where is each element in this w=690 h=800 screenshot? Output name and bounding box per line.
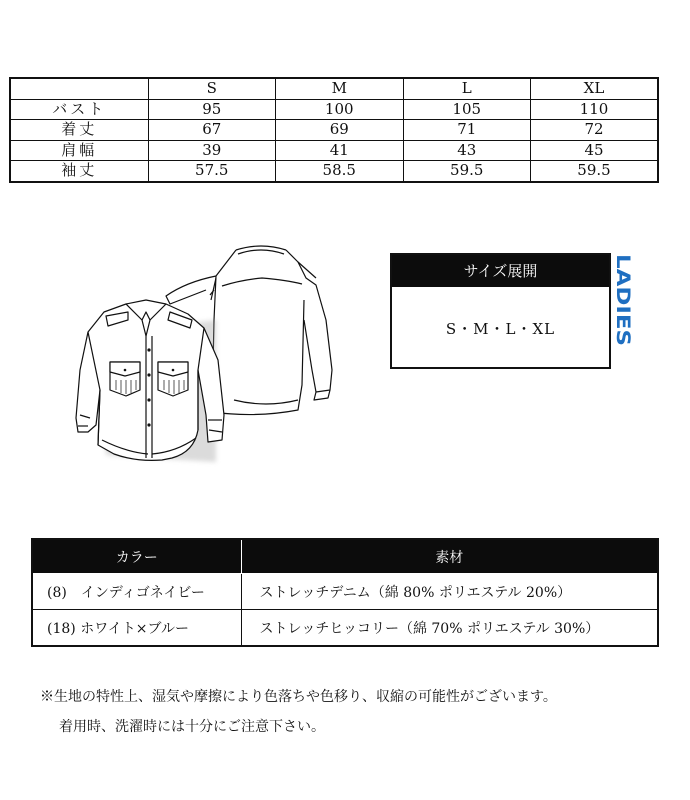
table-row bbox=[10, 99, 658, 120]
size-table bbox=[9, 77, 659, 183]
size-range-title: サイズ展開 bbox=[392, 255, 609, 287]
table-cell: 39 bbox=[148, 140, 276, 161]
table-cell: 105 bbox=[403, 99, 531, 120]
table-cell: 45 bbox=[531, 140, 659, 161]
material-cell: ストレッチヒッコリー（綿 70% ポリエステル 30%） bbox=[241, 610, 658, 647]
table-cell: 110 bbox=[531, 99, 659, 120]
table-cell: 58.5 bbox=[276, 161, 404, 182]
table-cell: 57.5 bbox=[148, 161, 276, 182]
size-range-value: S・M・L・XL bbox=[445, 320, 556, 338]
table-row bbox=[32, 574, 658, 610]
material-header-row bbox=[32, 539, 658, 574]
table-cell: 67 bbox=[148, 120, 276, 141]
table-cell: 59.5 bbox=[531, 161, 659, 182]
notes bbox=[40, 682, 680, 742]
size-header-blank bbox=[10, 78, 148, 99]
material-header: 素材 bbox=[241, 539, 658, 574]
table-cell: 72 bbox=[531, 120, 659, 141]
table-cell: 100 bbox=[276, 99, 404, 120]
table-cell: 69 bbox=[276, 120, 404, 141]
table-cell: 59.5 bbox=[403, 161, 531, 182]
size-header-cell: M bbox=[276, 78, 404, 99]
row-label: 着丈 bbox=[10, 120, 148, 141]
note-line: ※生地の特性上、湿気や摩擦により色落ちや色移り、収縮の可能性がございます。 bbox=[40, 689, 557, 705]
size-header-cell: S bbox=[148, 78, 276, 99]
size-header-row bbox=[10, 78, 658, 99]
ladies-text: LADIES bbox=[612, 254, 634, 331]
table-row bbox=[10, 140, 658, 161]
table-cell: 43 bbox=[403, 140, 531, 161]
table-row bbox=[32, 610, 658, 647]
ladies-label bbox=[612, 253, 636, 347]
material-table bbox=[31, 538, 659, 647]
color-cell: (8) インディゴネイビー bbox=[32, 574, 241, 610]
material-cell: ストレッチデニム（綿 80% ポリエステル 20%） bbox=[241, 574, 658, 610]
size-range-box bbox=[390, 253, 611, 369]
row-label: 肩幅 bbox=[10, 140, 148, 161]
table-cell: 71 bbox=[403, 120, 531, 141]
size-header-cell: L bbox=[403, 78, 531, 99]
size-header-cell: XL bbox=[531, 78, 659, 99]
table-cell: 41 bbox=[276, 140, 404, 161]
row-label: 袖丈 bbox=[10, 161, 148, 182]
table-cell: 95 bbox=[148, 99, 276, 120]
row-label: バスト bbox=[10, 99, 148, 120]
note-line: 着用時、洗濯時には十分にご注意下さい。 bbox=[59, 719, 325, 735]
color-cell: (18) ホワイト×ブルー bbox=[32, 610, 241, 647]
table-row bbox=[10, 120, 658, 141]
color-header: カラー bbox=[32, 539, 241, 574]
table-row bbox=[10, 161, 658, 182]
shirt-illustration bbox=[66, 240, 336, 490]
